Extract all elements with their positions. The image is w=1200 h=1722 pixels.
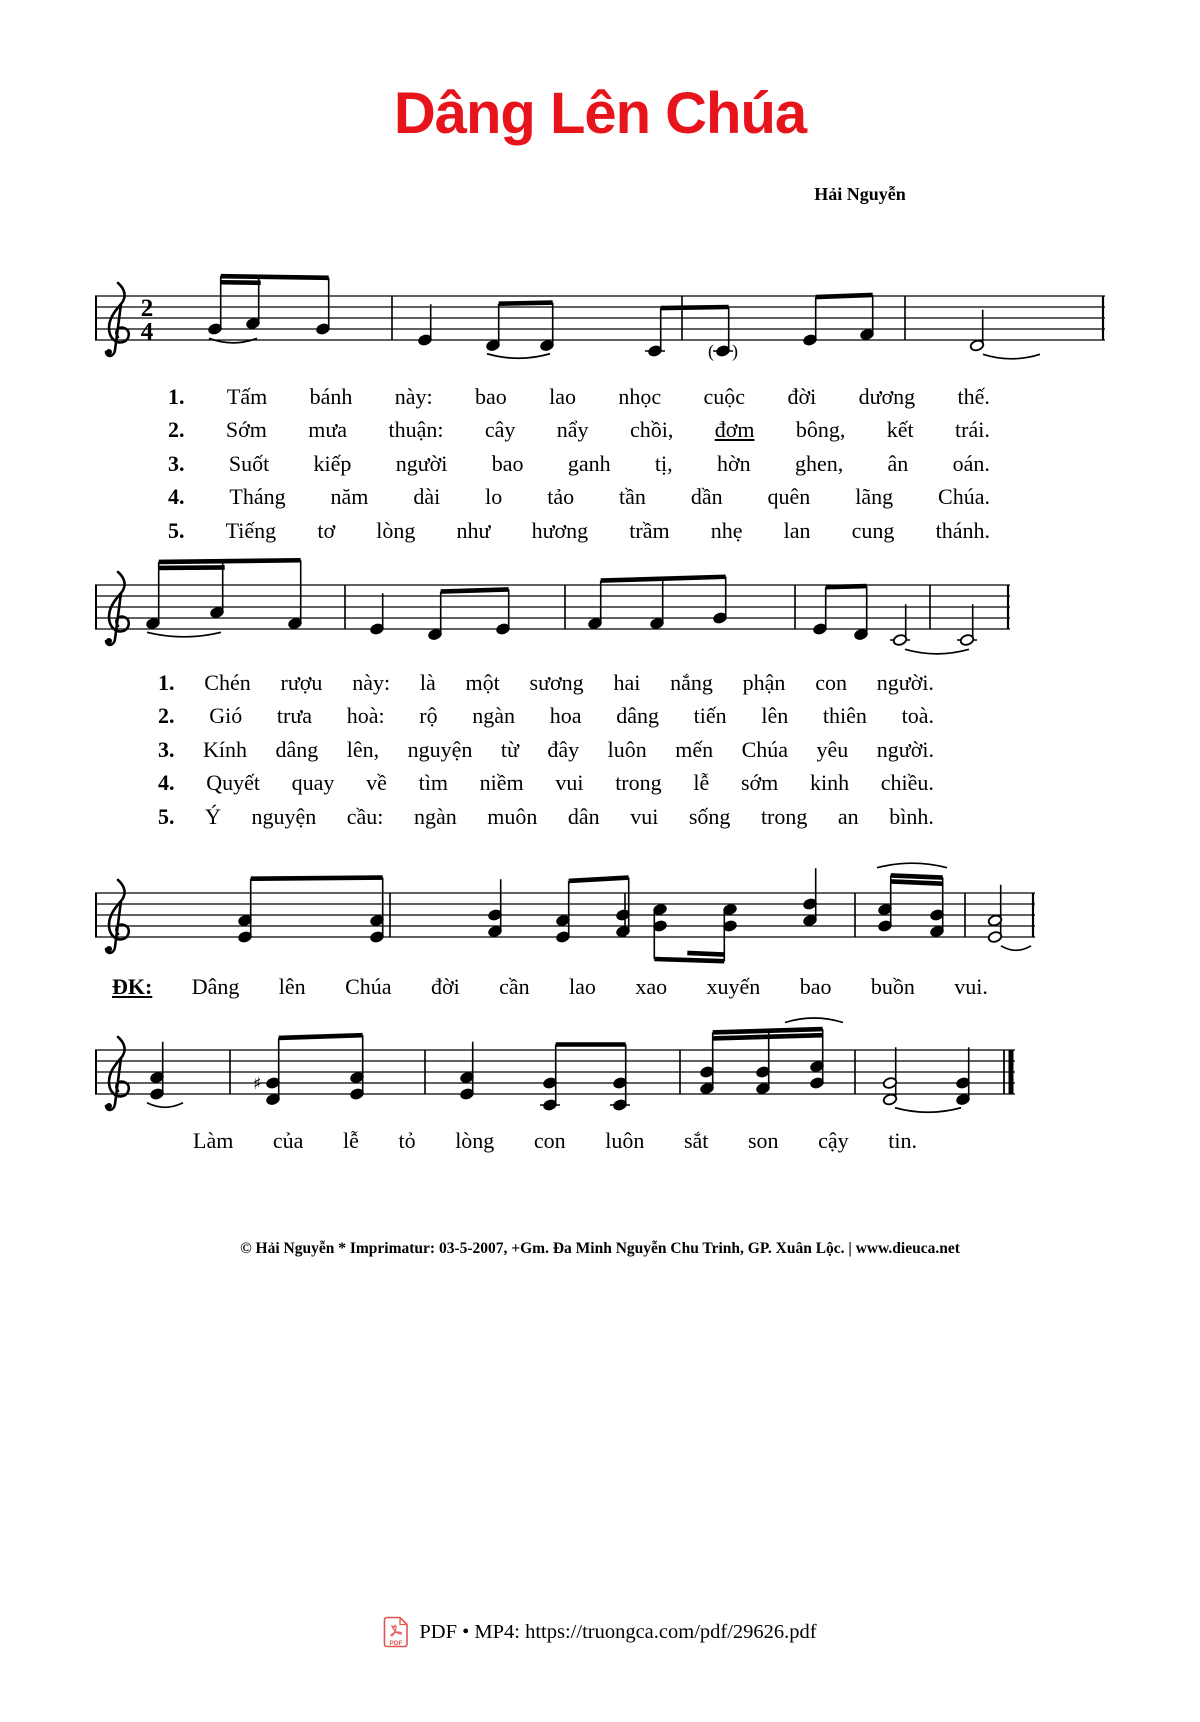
lyric-word: luôn [605, 1127, 645, 1153]
svg-text:♯: ♯ [253, 1074, 262, 1094]
lyric-word: yêu [816, 736, 849, 762]
lyric-word: bông, [795, 417, 846, 443]
verse-number: 2. [168, 417, 185, 443]
lyric-word: đời [430, 973, 460, 999]
lyric-word: cuộc [703, 383, 746, 409]
verse-number: 3. [168, 450, 185, 476]
music-staff-1 [95, 256, 1105, 393]
lyric-word: Tháng [229, 484, 286, 510]
lyric-word: dâng [616, 703, 659, 729]
lyric-word: tơ [317, 517, 336, 543]
lyric-word: nẩy [556, 417, 589, 443]
verse-row [158, 767, 934, 801]
lyric-word: trầm [629, 517, 670, 543]
lyric-word: trong [615, 770, 662, 796]
lyric-word: lên [761, 703, 789, 729]
chorus-label: ĐK: [112, 973, 153, 999]
lyric-word: Dâng [191, 973, 240, 999]
copyright-line: © Hải Nguyễn * Imprimatur: 03-5-2007, +Gm. Đa Minh Nguyễn Chu Trinh, GP. Xuân Lộc. | www.dieuca.net [240, 1240, 960, 1257]
lyric-word: dài [413, 484, 441, 510]
lyric-word: nguyện [407, 736, 473, 762]
lyric-word: thánh. [935, 517, 990, 543]
lyric-word: tỏ [398, 1127, 416, 1153]
verse-row [168, 481, 990, 515]
pdf-icon-label: PDF [389, 1640, 403, 1647]
lyric-word: lao [549, 383, 577, 409]
lyric-word: son [747, 1127, 779, 1153]
lyric-word: Tấm [226, 383, 268, 409]
lyric-word: xao [635, 973, 668, 999]
lyric-word: hương [531, 517, 589, 543]
lyric-word: tiến [693, 703, 727, 729]
lyric-word: lễ [343, 1127, 359, 1153]
verse-number: 2. [158, 703, 175, 729]
lyric-word: bao [474, 383, 507, 409]
lyric-word: nguyện [251, 803, 317, 829]
lyric-word: toà. [901, 703, 934, 729]
verse-row [158, 800, 934, 834]
lyric-word: nhẹ [710, 517, 743, 543]
lyric-word: Gió [209, 703, 243, 729]
lyric-word: quên [767, 484, 811, 510]
svg-text:(: ( [708, 341, 714, 361]
verse-block-2 [158, 666, 934, 834]
lyric-word: lễ [693, 770, 710, 796]
lyric-word: dương [858, 383, 916, 409]
verse-row [168, 514, 990, 548]
verse-block-1 [168, 380, 990, 548]
verse-number: 1. [158, 669, 175, 695]
verse-number: 3. [158, 736, 175, 762]
lyric-word: trưa [276, 703, 313, 729]
lyric-word: lãng [855, 484, 894, 510]
lyric-word: cây [484, 417, 516, 443]
lyric-word: cung [851, 517, 895, 543]
composer-name: Hải Nguyễn [814, 184, 906, 204]
lyric-word: ghen, [794, 450, 844, 476]
lyric-word: muôn [487, 803, 538, 829]
lyric-word: Chúa [741, 736, 789, 762]
footer-link-row[interactable] [0, 1616, 1200, 1648]
verse-number: 1. [168, 383, 185, 409]
verse-row [158, 733, 934, 767]
lyric-word: tị, [654, 450, 673, 476]
lyric-word: oán. [952, 450, 990, 476]
lyric-word: lo [485, 484, 503, 510]
lyric-word: lòng [376, 517, 416, 543]
lyric-word: hoa [549, 703, 582, 729]
lyric-word: cậy [818, 1127, 849, 1153]
svg-text:4: 4 [140, 318, 154, 346]
lyric-word: Suốt [228, 450, 270, 476]
lyric-word: con [533, 1127, 566, 1153]
lyric-word: tần [619, 484, 646, 510]
lyric-word: dân [567, 803, 600, 829]
lyric-word: sương [529, 669, 584, 695]
song-title: Dâng Lên Chúa [393, 81, 807, 146]
music-staff-2 [95, 545, 1010, 682]
lyric-word: dâng [275, 736, 319, 762]
lyric-word: sớm [740, 770, 779, 796]
verse-row [168, 380, 990, 414]
verse-number: 4. [168, 484, 185, 510]
lyric-word: bao [799, 973, 832, 999]
lyric-word: an [837, 803, 859, 829]
lyric-word: Chúa [345, 973, 392, 999]
svg-text:2: 2 [140, 295, 154, 322]
lyric-word: cần [499, 973, 530, 999]
lyric-word: đời [787, 383, 817, 409]
lyric-word: chồi, [629, 417, 674, 443]
lyric-word: vui [630, 803, 659, 829]
lyric-word: lên, [346, 736, 380, 762]
lyric-word: Làm [193, 1127, 234, 1153]
lyric-word: lên [278, 973, 306, 999]
lyric-word: đơm [714, 417, 755, 443]
verse-number: 4. [158, 770, 175, 796]
lyric-word: nắng [670, 669, 713, 695]
lyric-word: về [366, 770, 387, 796]
lyric-word: ngàn [413, 803, 457, 829]
lyric-word: là [419, 669, 436, 695]
lyric-word: rượu [280, 669, 323, 695]
lyric-word: này: [394, 383, 433, 409]
lyric-word: sống [688, 803, 731, 829]
lyric-word: kết [886, 417, 914, 443]
lyric-word: sắt [683, 1127, 709, 1153]
lyric-word: kiếp [313, 450, 352, 476]
lyric-word: nhọc [618, 383, 662, 409]
svg-text:): ) [732, 341, 738, 361]
lyric-word: bao [491, 450, 524, 476]
verse-number: 5. [158, 803, 175, 829]
lyric-word: người. [876, 669, 934, 695]
chorus-row [112, 970, 988, 1004]
verse-row [158, 700, 934, 734]
lyric-word: hoà: [346, 703, 385, 729]
lyric-word: như [456, 517, 491, 543]
lyric-word: đây [547, 736, 580, 762]
lyric-word: luôn [607, 736, 647, 762]
lyric-word: Kính [202, 736, 247, 762]
lyric-word: năm [330, 484, 369, 510]
lyric-word: mưa [308, 417, 348, 443]
lyric-word: ngàn [472, 703, 516, 729]
verse-number: 5. [168, 517, 185, 543]
lyric-word: kinh [809, 770, 850, 796]
lyric-word: vui [555, 770, 584, 796]
lyric-word: bánh [309, 383, 353, 409]
lyric-word: chiều. [880, 770, 934, 796]
lyric-word: Chén [204, 669, 251, 695]
verse-row [158, 666, 934, 700]
lyric-word: thuận: [388, 417, 444, 443]
lyric-word: Chúa. [938, 484, 990, 510]
pdf-file-icon [383, 1616, 409, 1648]
lyric-word: thế. [957, 383, 990, 409]
lyric-word: Sớm [225, 417, 267, 443]
lyric-word: Ý [205, 803, 221, 829]
lyric-word: người [395, 450, 448, 476]
lyric-word: Tiếng [225, 517, 277, 543]
lyric-word: lòng [455, 1127, 495, 1153]
verse-row [168, 414, 990, 448]
lyric-word: Quyết [206, 770, 260, 796]
lyric-word: cầu: [346, 803, 384, 829]
lyric-word: ganh [567, 450, 611, 476]
lyric-word: này: [352, 669, 391, 695]
lyric-word: phận [742, 669, 786, 695]
lyric-word: hai [613, 669, 641, 695]
lyric-word: hờn [716, 450, 751, 476]
lyric-word: bình. [889, 803, 934, 829]
lyric-word: lan [783, 517, 811, 543]
lyric-word: người. [876, 736, 934, 762]
lyric-word: của [272, 1127, 304, 1153]
lyric-word: từ [500, 736, 519, 762]
lyric-word: trái. [955, 417, 990, 443]
lyric-word: dần [690, 484, 723, 510]
lyric-word: con [815, 669, 847, 695]
lyric-word: niềm [479, 770, 524, 796]
verse-row [168, 447, 990, 481]
lyric-word: tìm [418, 770, 448, 796]
lyric-word: tảo [547, 484, 575, 510]
lyric-word: mến [675, 736, 714, 762]
lyric-word: tin. [888, 1127, 917, 1153]
final-lyric-row [193, 1124, 917, 1158]
lyric-word: ân [887, 450, 909, 476]
lyric-word: quay [291, 770, 335, 796]
lyric-word: lao [569, 973, 596, 999]
lyric-word: thiên [822, 703, 867, 729]
lyric-word: vui. [954, 973, 988, 999]
lyric-word: rộ [419, 703, 438, 729]
footer-link-text[interactable]: PDF • MP4: https://truongca.com/pdf/29626.pdf [419, 1620, 817, 1643]
lyric-word: một [465, 669, 500, 695]
lyric-word: xuyến [706, 973, 761, 999]
lyric-word: buồn [870, 973, 915, 999]
lyric-word: trong [760, 803, 808, 829]
